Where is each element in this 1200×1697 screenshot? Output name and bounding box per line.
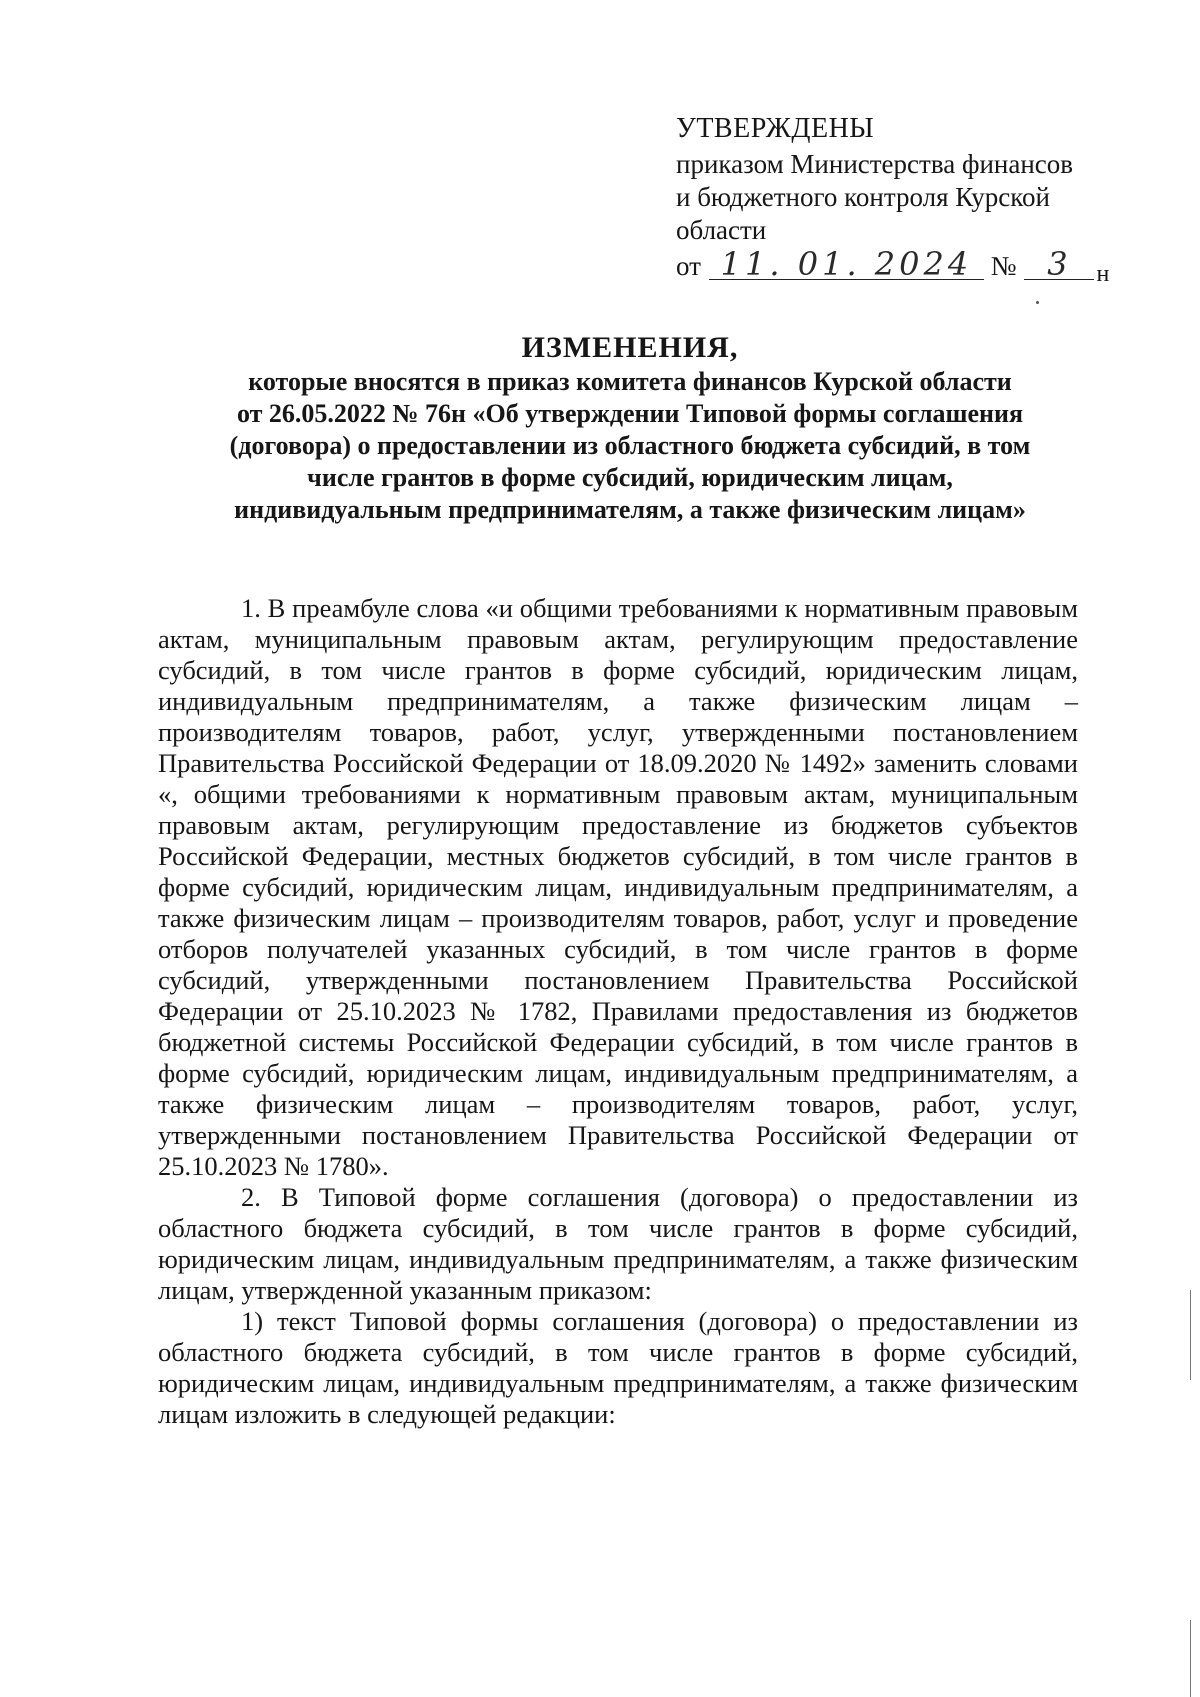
handwritten-number: 3	[1024, 249, 1094, 280]
scan-speck	[1036, 301, 1039, 304]
approval-line: и бюджетного контроля Курской	[676, 182, 1050, 212]
title-line: (договора) о предоставлении из областного бюджета субсидий, в том	[229, 431, 1031, 460]
approval-date-line	[676, 245, 1110, 287]
body-paragraph: 2. В Типовой форме соглашения (договора) о предоставлении из областного бюджета субсидий, в том числе грантов в форме субсидий, юридическим лицам, индивидуальным предпринимателям, а также физическим лицам, утвержденной указанным приказом:	[158, 1182, 1078, 1305]
title-line: от 26.05.2022 № 76н «Об утверждении Типовой формы соглашения	[236, 399, 1024, 428]
scan-edge-mark	[1190, 1620, 1191, 1697]
title-heading: ИЗМЕНЕНИЯ,	[521, 331, 739, 364]
body-paragraph: 1. В преамбуле слова «и общими требованиями к нормативным правовым актам, муниципальным правовым актам, регулирующим предоставление субсидий, в том числе грантов в форме субсидий, юридическим лицам, индивидуальным предпринимателям, а также физическим лицам – производителям товаров, работ, услуг, утвержденными постановлением Правительства Российской Федерации от 18.09.2020 № 1492» заменить словами «, общими требованиями к нормативным правовым актам, муниципальным правовым актам, регулирующим предоставление из бюджетов субъектов Российской Федерации, местных бюджетов субсидий, в том числе грантов в форме субсидий, юридическим лицам, индивидуальным предпринимателям, а также физическим лицам – производителям товаров, работ, услуг и проведение отборов получателей указанных субсидий, в том числе грантов в форме субсидий, утвержденными постановлением Правительства Российской Федерации от 25.10.2023 № 1782, Правилами предоставления из бюджетов бюджетной системы Российской Федерации субсидий, в том числе грантов в форме субсидий, юридическим лицам, индивидуальным предпринимателям, а также физическим лицам – производителям товаров, работ, услуг, утвержденными постановлением Правительства Российской Федерации от 25.10.2023 № 1780».	[158, 593, 1078, 1181]
body-paragraph: 1) текст Типовой формы соглашения (договора) о предоставлении из областного бюджета субсидий, в том числе грантов в форме субсидий, юридическим лицам, индивидуальным предпринимателям, а также физическим лицам изложить в следующей редакции:	[158, 1306, 1078, 1429]
date-prefix: от	[676, 251, 701, 281]
handwritten-date: 11. 01. 2024	[709, 249, 984, 280]
approval-line: области	[676, 215, 767, 245]
scan-edge-mark	[1190, 1290, 1191, 1380]
approval-line: приказом Министерства финансов	[676, 149, 1074, 179]
approval-block	[676, 112, 1110, 287]
document-body	[158, 593, 1078, 1430]
number-suffix: н	[1096, 261, 1110, 287]
approval-heading: УТВЕРЖДЕНЫ	[676, 113, 875, 144]
title-line: числе грантов в форме субсидий, юридическим лицам,	[307, 463, 953, 492]
document-title	[170, 330, 1090, 526]
number-sign: №	[990, 251, 1017, 281]
title-line: которые вносятся в приказ комитета финансов Курской области	[248, 367, 1012, 396]
title-line: индивидуальным предпринимателям, а также физическим лицам»	[234, 495, 1026, 524]
